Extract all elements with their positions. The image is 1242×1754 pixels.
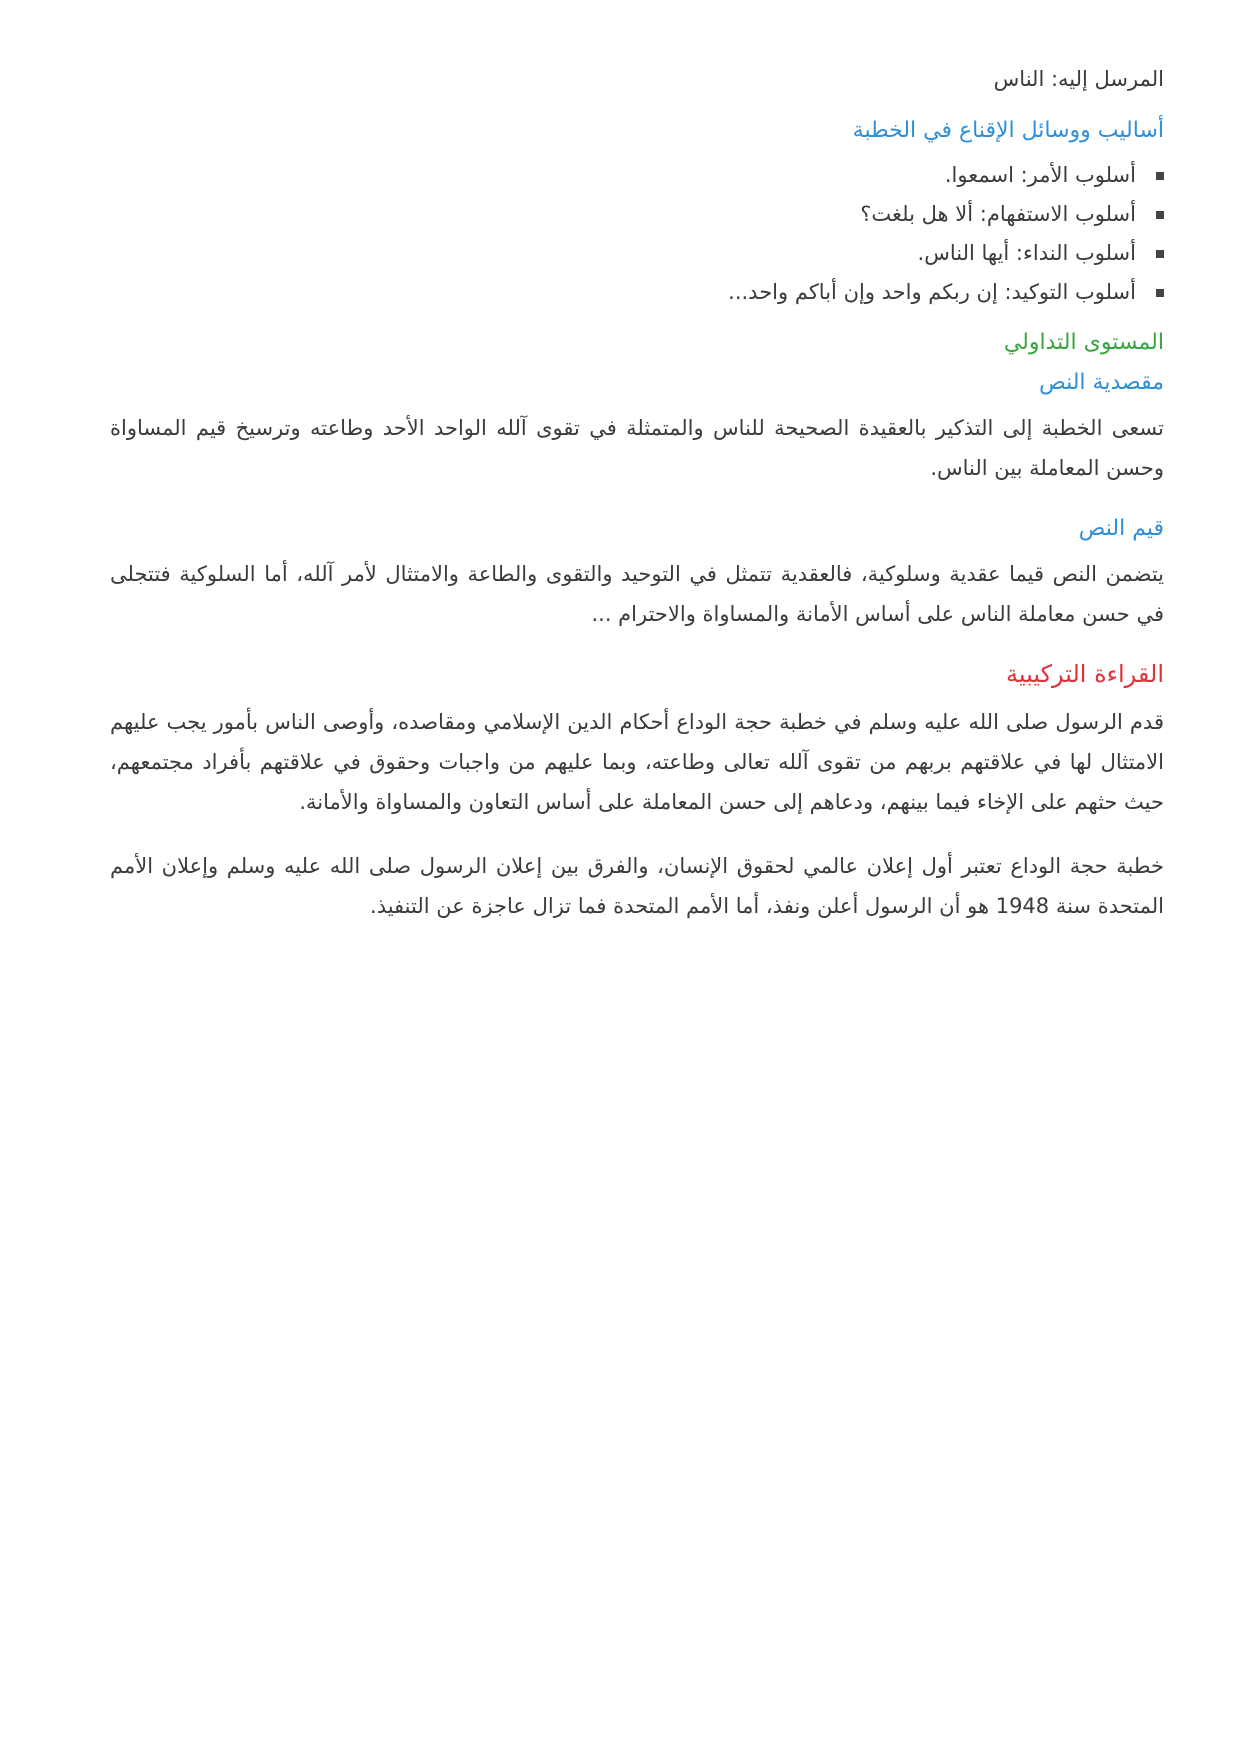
list-item: أسلوب الأمر: اسمعوا. [110, 156, 1136, 195]
recipient-line: المرسل إليه: الناس [993, 67, 1164, 91]
persuasion-list [110, 156, 1164, 312]
synthesis-heading: القراءة التركيبية [1005, 660, 1164, 688]
list-item: أسلوب التوكيد: إن ربكم واحد وإن أباكم واحد... [110, 273, 1136, 312]
intent-heading: مقصدية النص [1039, 370, 1164, 395]
list-item: أسلوب النداء: أيها الناس. [110, 234, 1136, 273]
synthesis-paragraph-2: خطبة حجة الوداع تعتبر أول إعلان عالمي لحقوق الإنسان، والفرق بين إعلان الرسول صلى الله عليه وسلم وإعلان الأمم المتحدة سنة 1948 هو أن الرسول أعلن ونفذ، أما الأمم المتحدة فما تزال عاجزة عن التنفيذ. [110, 854, 1164, 918]
pragmatic-heading: المستوى التداولي [1003, 330, 1164, 355]
intent-paragraph: تسعى الخطبة إلى التذكير بالعقيدة الصحيحة للناس والمتمثلة في تقوى آلله الواحد الأحد وطاعته وترسيخ قيم المساواة وحسن المعاملة بين الناس. [110, 416, 1164, 480]
list-item: أسلوب الاستفهام: ألا هل بلغت؟ [110, 195, 1136, 234]
values-paragraph: يتضمن النص قيما عقدية وسلوكية، فالعقدية تتمثل في التوحيد والتقوى والطاعة والامتثال لأمر آلله، أما السلوكية فتتجلى في حسن معاملة الناس على أساس الأمانة والمساواة والاحترام ... [110, 562, 1164, 626]
persuasion-heading: أساليب ووسائل الإقناع في الخطبة [852, 118, 1164, 143]
values-heading: قيم النص [1078, 516, 1164, 541]
synthesis-paragraph-1: قدم الرسول صلى الله عليه وسلم في خطبة حجة الوداع أحكام الدين الإسلامي ومقاصده، وأوصى الناس بأمور يجب عليهم الامتثال لها في علاقتهم بربهم من تقوى آلله تعالى وطاعته، وبما عليهم من واجبات وحقوق في علاقتهم بأفراد مجتمعهم، حيث حثهم على الإخاء فيما بينهم، ودعاهم إلى حسن المعاملة على أساس التعاون والمساواة والأمانة. [110, 710, 1164, 814]
